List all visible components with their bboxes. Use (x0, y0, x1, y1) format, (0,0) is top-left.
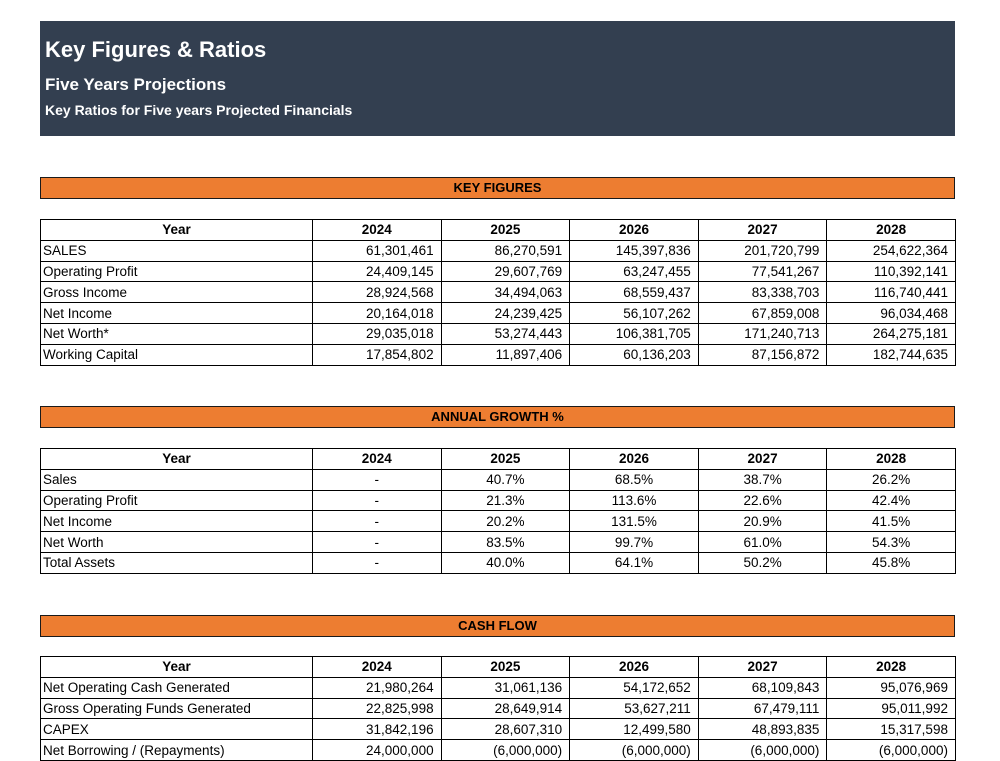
row-label: Net Borrowing / (Repayments) (41, 740, 313, 761)
value-cell: 11,897,406 (441, 344, 570, 365)
value-cell: 31,842,196 (313, 719, 442, 740)
table-row (41, 677, 956, 698)
year-column-header: 2025 (441, 449, 570, 470)
value-cell: 41.5% (827, 511, 956, 532)
value-cell: 17,854,802 (313, 344, 442, 365)
value-cell: 67,479,111 (698, 698, 827, 719)
value-cell: (6,000,000) (698, 740, 827, 761)
table-row (41, 490, 956, 511)
report-description: Key Ratios for Five years Projected Financials (45, 102, 353, 118)
row-label: Gross Income (41, 282, 313, 303)
value-cell: 95,011,992 (827, 698, 956, 719)
table-row (41, 698, 956, 719)
year-header: Year (41, 220, 313, 241)
table-row (41, 719, 956, 740)
row-label: Operating Profit (41, 490, 313, 511)
value-cell: 28,607,310 (441, 719, 570, 740)
value-cell: 29,607,769 (441, 261, 570, 282)
table-row (41, 261, 956, 282)
row-label: Net Income (41, 303, 313, 324)
value-cell: (6,000,000) (827, 740, 956, 761)
annual-growth-table (40, 448, 956, 574)
value-cell: (6,000,000) (441, 740, 570, 761)
value-cell: 42.4% (827, 490, 956, 511)
row-label: Working Capital (41, 344, 313, 365)
value-cell: (6,000,000) (570, 740, 699, 761)
value-cell: 145,397,836 (570, 240, 699, 261)
value-cell: 171,240,713 (698, 323, 827, 344)
value-cell: - (313, 532, 442, 553)
row-label: Sales (41, 469, 313, 490)
value-cell: 131.5% (570, 511, 699, 532)
header-row (41, 657, 956, 678)
value-cell: 83,338,703 (698, 282, 827, 303)
year-column-header: 2028 (827, 449, 956, 470)
value-cell: 54,172,652 (570, 677, 699, 698)
value-cell: 264,275,181 (827, 323, 956, 344)
table-row (41, 511, 956, 532)
year-column-header: 2024 (313, 220, 442, 241)
value-cell: 40.0% (441, 552, 570, 573)
value-cell: 110,392,141 (827, 261, 956, 282)
table-row (41, 323, 956, 344)
value-cell: - (313, 469, 442, 490)
row-label: CAPEX (41, 719, 313, 740)
table-row (41, 240, 956, 261)
report-title: Key Figures & Ratios (45, 37, 267, 62)
year-header: Year (41, 449, 313, 470)
value-cell: 34,494,063 (441, 282, 570, 303)
report-header (40, 21, 955, 136)
table-row (41, 282, 956, 303)
value-cell: 54.3% (827, 532, 956, 553)
year-column-header: 2026 (570, 449, 699, 470)
value-cell: 29,035,018 (313, 323, 442, 344)
table-row (41, 552, 956, 573)
value-cell: 87,156,872 (698, 344, 827, 365)
table-row (41, 532, 956, 553)
year-column-header: 2026 (570, 657, 699, 678)
value-cell: 77,541,267 (698, 261, 827, 282)
year-column-header: 2027 (698, 220, 827, 241)
value-cell: - (313, 490, 442, 511)
value-cell: 40.7% (441, 469, 570, 490)
year-column-header: 2027 (698, 657, 827, 678)
value-cell: 86,270,591 (441, 240, 570, 261)
value-cell: 28,924,568 (313, 282, 442, 303)
value-cell: 56,107,262 (570, 303, 699, 324)
value-cell: 26.2% (827, 469, 956, 490)
year-column-header: 2028 (827, 657, 956, 678)
value-cell: 67,859,008 (698, 303, 827, 324)
value-cell: 24,239,425 (441, 303, 570, 324)
value-cell: 83.5% (441, 532, 570, 553)
value-cell: 254,622,364 (827, 240, 956, 261)
header-row (41, 220, 956, 241)
value-cell: 53,274,443 (441, 323, 570, 344)
table-row (41, 469, 956, 490)
year-column-header: 2024 (313, 449, 442, 470)
value-cell: 21.3% (441, 490, 570, 511)
row-label: Net Worth* (41, 323, 313, 344)
value-cell: 63,247,455 (570, 261, 699, 282)
year-column-header: 2025 (441, 657, 570, 678)
year-column-header: 2025 (441, 220, 570, 241)
value-cell: 24,409,145 (313, 261, 442, 282)
value-cell: 20,164,018 (313, 303, 442, 324)
value-cell: 60,136,203 (570, 344, 699, 365)
value-cell: 68.5% (570, 469, 699, 490)
value-cell: 61.0% (698, 532, 827, 553)
value-cell: 45.8% (827, 552, 956, 573)
annual-growth-band: ANNUAL GROWTH % (40, 406, 955, 428)
header-row (41, 449, 956, 470)
value-cell: 31,061,136 (441, 677, 570, 698)
row-label: Total Assets (41, 552, 313, 573)
row-label: Net Income (41, 511, 313, 532)
value-cell: 38.7% (698, 469, 827, 490)
value-cell: 113.6% (570, 490, 699, 511)
value-cell: 21,980,264 (313, 677, 442, 698)
value-cell: 64.1% (570, 552, 699, 573)
cash-flow-table (40, 656, 956, 761)
value-cell: 201,720,799 (698, 240, 827, 261)
value-cell: 50.2% (698, 552, 827, 573)
value-cell: 15,317,598 (827, 719, 956, 740)
value-cell: 48,893,835 (698, 719, 827, 740)
cash-flow-band: CASH FLOW (40, 615, 955, 637)
value-cell: 182,744,635 (827, 344, 956, 365)
row-label: Net Worth (41, 532, 313, 553)
value-cell: 106,381,705 (570, 323, 699, 344)
value-cell: 28,649,914 (441, 698, 570, 719)
value-cell: 22.6% (698, 490, 827, 511)
table-row (41, 303, 956, 324)
year-header: Year (41, 657, 313, 678)
value-cell: 20.9% (698, 511, 827, 532)
value-cell: - (313, 552, 442, 573)
value-cell: 53,627,211 (570, 698, 699, 719)
value-cell: 99.7% (570, 532, 699, 553)
row-label: Gross Operating Funds Generated (41, 698, 313, 719)
value-cell: - (313, 511, 442, 532)
value-cell: 22,825,998 (313, 698, 442, 719)
key-figures-table (40, 219, 956, 366)
value-cell: 12,499,580 (570, 719, 699, 740)
year-column-header: 2026 (570, 220, 699, 241)
value-cell: 20.2% (441, 511, 570, 532)
value-cell: 95,076,969 (827, 677, 956, 698)
value-cell: 61,301,461 (313, 240, 442, 261)
value-cell: 24,000,000 (313, 740, 442, 761)
row-label: Operating Profit (41, 261, 313, 282)
row-label: Net Operating Cash Generated (41, 677, 313, 698)
value-cell: 96,034,468 (827, 303, 956, 324)
value-cell: 116,740,441 (827, 282, 956, 303)
key-figures-band: KEY FIGURES (40, 177, 955, 199)
year-column-header: 2028 (827, 220, 956, 241)
value-cell: 68,559,437 (570, 282, 699, 303)
row-label: SALES (41, 240, 313, 261)
table-row (41, 740, 956, 761)
value-cell: 68,109,843 (698, 677, 827, 698)
table-row (41, 344, 956, 365)
year-column-header: 2024 (313, 657, 442, 678)
report-subtitle: Five Years Projections (45, 75, 227, 94)
year-column-header: 2027 (698, 449, 827, 470)
